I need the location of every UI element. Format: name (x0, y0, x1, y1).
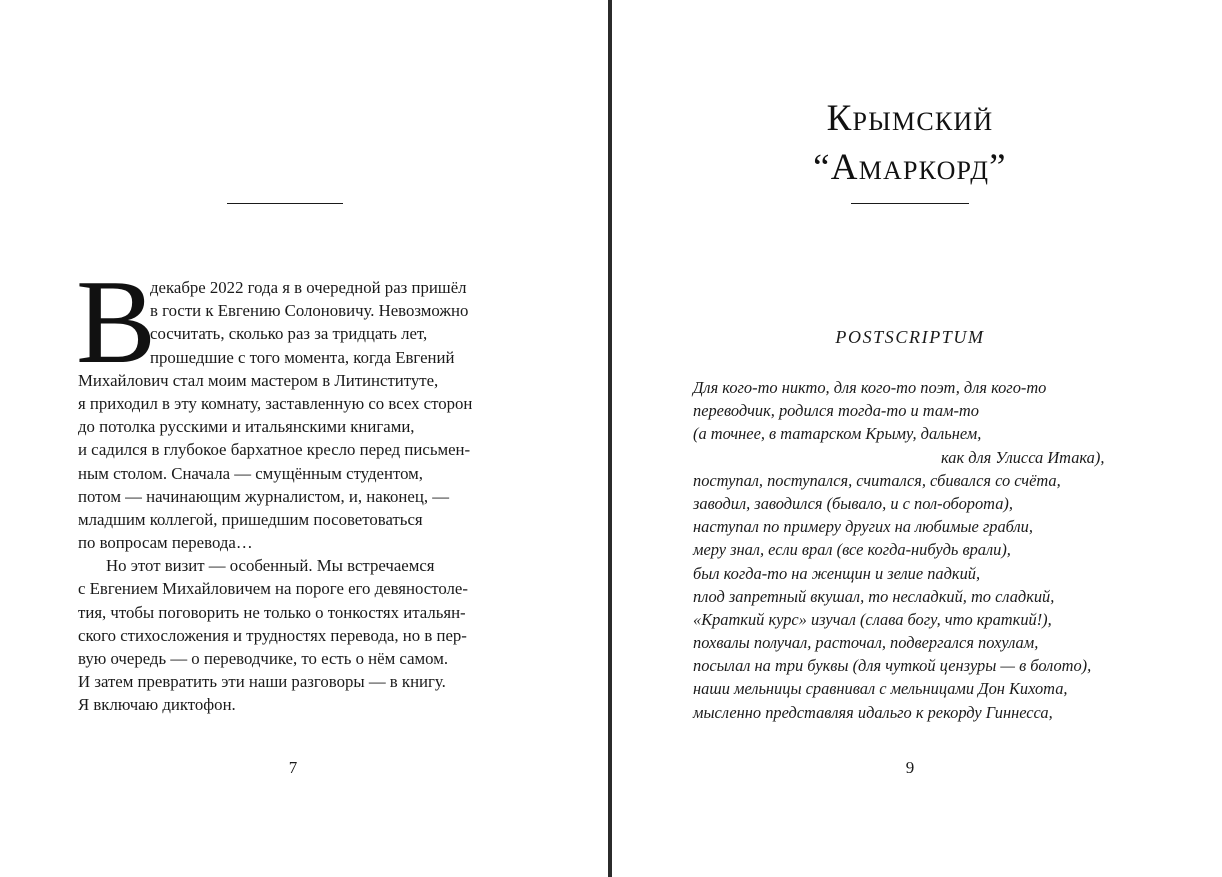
page-number: 7 (288, 758, 298, 777)
text-line: Я включаю диктофон. (78, 695, 236, 715)
text-line: вую очередь — о переводчике, то есть о нём самом. (78, 649, 449, 668)
ornamental-rule (227, 203, 343, 204)
ornamental-rule (851, 203, 969, 204)
poem-line: наши мельницы сравнивал с мельницами Дон Кихота, (693, 679, 1068, 699)
text-line: в гости к Евгению Солоновичу. Невозможно (150, 301, 469, 321)
poem-line: как для Улисса Итака), (941, 447, 1105, 467)
poem-line: Для кого-то никто, для кого-то поэт, для кого-то (693, 378, 1047, 397)
text-line: по вопросам перевода… (78, 533, 253, 553)
text-line: И затем превратить эти наши разговоры — в книгу. (78, 672, 446, 692)
poem-line: плод запретный вкушал, то несладкий, то сладкий, (693, 586, 1055, 606)
text-line: прошедшие с того момента, когда Евгений (150, 347, 455, 367)
text-line: Михайлович стал моим мастером в Литинституте, (78, 370, 439, 390)
right-page (612, 0, 1222, 877)
poem-line: переводчик, родился тогда-то и там-то (693, 401, 979, 421)
poem-line: заводил, заводился (бывало, и с пол-оборота), (693, 493, 1013, 513)
poem-line: поступал, поступался, считался, сбивался со счёта, (693, 470, 1061, 490)
text-line: с Евгением Михайловичем на пороге его девяностоле- (78, 579, 468, 599)
page-number: 9 (905, 758, 915, 777)
drop-cap: В (76, 255, 157, 388)
text-line: тия, чтобы поговорить не только о тонкостях итальян- (78, 602, 466, 622)
poem-line: был когда-то на женщин и зелие падкий, (693, 563, 981, 583)
text-line: до потолка русскими и итальянскими книгами, (78, 417, 415, 437)
poem-line: меру знал, если врал (все когда-нибудь врали), (693, 540, 1011, 560)
text-line: ского стихосложения и трудностях перевода, но в пер- (78, 625, 467, 645)
text-line: декабре 2022 года я в очередной раз пришёл (150, 278, 467, 297)
poem-line: наступал по примеру других на любимые грабли, (693, 517, 1033, 537)
poem-line: посылал на три буквы (для чуткой цензуры — в болото), (693, 656, 1092, 676)
chapter-title-line: Крымский (826, 98, 994, 139)
text-line: я приходил в эту комнату, заставленную со всех сторон (78, 393, 473, 413)
poem-line: «Краткий курс» изучал (слава богу, что краткий!), (693, 609, 1052, 629)
text-line: и садился в глубокое бархатное кресло перед письмен- (78, 440, 471, 460)
text-line: младшим коллегой, пришедшим посоветоваться (78, 509, 423, 529)
poem-line: похвалы получал, расточал, подвергался похулам, (693, 633, 1039, 653)
chapter-title-line: “Амаркорд” (813, 147, 1007, 188)
left-page (0, 0, 608, 877)
text-line: ным столом. Сначала — смущённым студентом, (78, 463, 423, 483)
section-heading: POSTSCRIPTUM (835, 327, 985, 347)
text-line: сосчитать, сколько раз за тридцать лет, (150, 324, 428, 344)
poem-line: мысленно представляя идальго к рекорду Гиннесса, (693, 702, 1053, 722)
chapter-title (612, 94, 1208, 192)
body-text (78, 276, 518, 717)
text-line: Но этот визит — особенный. Мы встречаемся (106, 556, 435, 576)
poem (693, 376, 1153, 724)
text-line: потом — начинающим журналистом, и, наконец, — (78, 486, 450, 506)
poem-line: (а точнее, в татарском Крыму, дальнем, (693, 424, 982, 444)
